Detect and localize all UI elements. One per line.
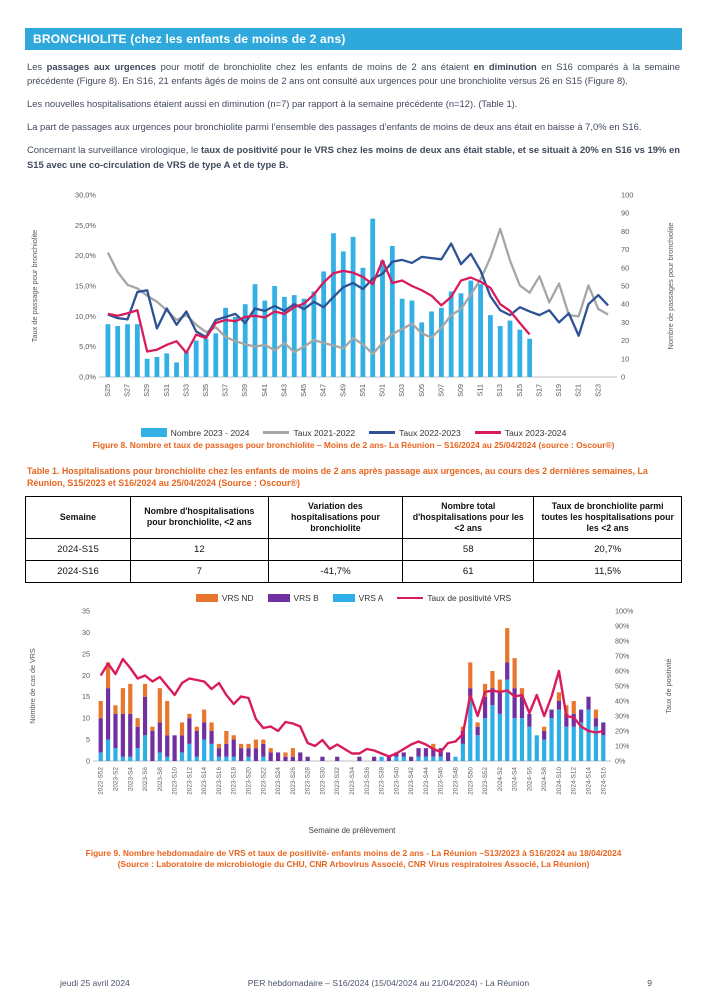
legend-item-taux-2223 [369, 428, 461, 438]
line-swatch-icon [475, 431, 501, 434]
svg-text:S19: S19 [554, 383, 564, 397]
svg-text:S23: S23 [593, 383, 603, 397]
svg-text:Taux de positivité: Taux de positivité [664, 658, 673, 714]
svg-text:2024-S2: 2024-S2 [496, 766, 504, 792]
svg-text:20,0%: 20,0% [75, 250, 96, 260]
svg-text:0: 0 [86, 756, 90, 766]
bar-swatch-icon [268, 594, 290, 602]
svg-text:60%: 60% [615, 666, 630, 676]
figure8-legend [25, 428, 682, 438]
cell-semaine: 2024-S15 [26, 538, 131, 560]
footer-doc-title: PER hebdomadaire – S16/2024 (15/04/2024 au 21/04/2024) - La Réunion [247, 978, 530, 988]
legend-item-taux-positivite [397, 593, 511, 603]
svg-text:S31: S31 [161, 383, 171, 397]
bar-swatch-icon [141, 428, 167, 437]
legend-item-taux-2324 [475, 428, 567, 438]
svg-text:25,0%: 25,0% [75, 220, 96, 230]
svg-text:60: 60 [621, 262, 630, 272]
body-text [25, 60, 682, 172]
legend-item-taux-2122 [263, 428, 355, 438]
legend-label: VRS A [358, 592, 384, 603]
svg-text:10: 10 [621, 353, 630, 363]
line-swatch-icon [397, 597, 423, 600]
cell-variation: -41,7% [268, 560, 402, 582]
svg-text:100: 100 [621, 190, 634, 200]
svg-text:35: 35 [82, 606, 90, 616]
col-header-nb-total: Nombre total d'hospitalisations pour les <2 ans [403, 496, 534, 538]
svg-text:2023-S34: 2023-S34 [349, 766, 356, 795]
svg-text:0,0%: 0,0% [79, 372, 96, 382]
figure9-caption-line1: Figure 9. Nombre hebdomadaire de VRS et taux de positivité- enfants moins de 2 ans - La Réunion –S13/2023 à S16/2024 au 18/04/2024 [85, 847, 622, 858]
cell-nb-total: 61 [403, 560, 534, 582]
svg-text:S17: S17 [534, 383, 544, 397]
figure9-legend [25, 593, 682, 603]
table1-title: Table 1. Hospitalisations pour bronchiolite chez les enfants de moins de 2 ans après passage aux urgences, au cours des 2 dernières semaines, La Réunion, S15/2023 et S16/2024 au 25/04/2024 (Source : Oscour®) [27, 466, 648, 489]
figure9-chart [25, 593, 682, 871]
svg-text:0: 0 [621, 372, 626, 382]
svg-text:40: 40 [621, 299, 630, 309]
legend-label: Taux de positivité VRS [427, 592, 512, 603]
svg-text:S35: S35 [200, 383, 210, 397]
svg-text:Taux de passage pour bronchiol: Taux de passage pour bronchiolite [30, 229, 39, 342]
svg-text:S01: S01 [377, 383, 387, 397]
svg-text:80%: 80% [615, 636, 630, 646]
svg-text:2023-S14: 2023-S14 [201, 766, 209, 795]
svg-text:S11: S11 [475, 383, 485, 396]
figure8-chart [25, 181, 682, 451]
svg-text:30: 30 [82, 627, 90, 637]
legend-label: VRS ND [221, 592, 254, 603]
svg-text:2023-S50: 2023-S50 [467, 766, 475, 795]
cell-variation [268, 538, 402, 560]
svg-text:S43: S43 [279, 383, 289, 397]
svg-text:2023-S44: 2023-S44 [422, 766, 430, 795]
svg-text:2024-S6: 2024-S6 [526, 766, 534, 792]
svg-text:2023-S38: 2023-S38 [378, 766, 386, 795]
svg-text:50%: 50% [615, 681, 630, 691]
svg-text:40%: 40% [615, 696, 630, 706]
svg-text:50: 50 [621, 281, 630, 291]
svg-text:2023-S28: 2023-S28 [304, 766, 312, 795]
section-title: BRONCHIOLITE (chez les enfants de moins de 2 ans) [33, 32, 346, 46]
svg-text:2023-S32: 2023-S32 [334, 766, 342, 795]
table-row [26, 560, 682, 582]
svg-text:2023-S42: 2023-S42 [408, 766, 416, 795]
svg-text:2024-S8: 2024-S8 [541, 766, 549, 792]
svg-text:2023-S30: 2023-S30 [319, 766, 327, 795]
legend-label: Taux 2022-2023 [399, 427, 461, 438]
svg-text:S09: S09 [455, 383, 465, 397]
svg-text:S27: S27 [122, 383, 132, 397]
svg-text:S13: S13 [495, 383, 505, 397]
svg-text:S51: S51 [357, 383, 367, 397]
svg-text:2023-S20: 2023-S20 [245, 766, 253, 795]
svg-text:2023-S2: 2023-S2 [112, 766, 120, 792]
svg-text:2023-S40: 2023-S40 [393, 766, 401, 795]
bar-swatch-icon [196, 594, 218, 602]
svg-text:2024-S12: 2024-S12 [570, 766, 578, 795]
svg-text:S37: S37 [220, 383, 230, 397]
svg-text:S05: S05 [416, 383, 426, 397]
svg-text:S15: S15 [514, 383, 524, 397]
svg-text:10,0%: 10,0% [75, 311, 96, 321]
cell-nb-hosp: 7 [130, 560, 268, 582]
svg-text:70%: 70% [615, 651, 630, 661]
page-footer [0, 974, 707, 988]
svg-text:25: 25 [82, 649, 90, 659]
svg-text:2024-S14: 2024-S14 [585, 766, 593, 795]
svg-text:2023-S52: 2023-S52 [482, 766, 490, 795]
svg-text:2023-S8: 2023-S8 [156, 766, 164, 792]
svg-text:10: 10 [82, 713, 90, 723]
svg-text:2023-S12: 2023-S12 [186, 766, 194, 795]
paragraph-part-passages: La part de passages aux urgences pour bronchiolite parmi l’ensemble des passages d’enfants de moins de deux ans était en baisse à 7,0% en S16. [27, 121, 642, 133]
cell-taux: 11,5% [534, 560, 682, 582]
col-header-nb-hosp: Nombre d'hospitalisations pour bronchiolite, <2 ans [130, 496, 268, 538]
svg-text:2023-S48: 2023-S48 [452, 766, 460, 795]
svg-text:2023-S16: 2023-S16 [215, 766, 223, 795]
svg-text:2023-S24: 2023-S24 [275, 766, 283, 795]
legend-item-vrs-nd [196, 593, 254, 603]
figure9-caption [25, 848, 682, 871]
svg-text:30%: 30% [615, 711, 630, 721]
legend-label: Nombre 2023 - 2024 [170, 427, 250, 438]
svg-text:S07: S07 [436, 383, 446, 397]
col-header-variation: Variation des hospitalisations pour bronchiolite [268, 496, 402, 538]
footer-date: jeudi 25 avril 2024 [60, 978, 130, 988]
cell-semaine: 2024-S16 [26, 560, 131, 582]
svg-text:20: 20 [82, 670, 90, 680]
cell-taux: 20,7% [534, 538, 682, 560]
svg-text:S29: S29 [142, 383, 152, 397]
svg-text:S25: S25 [102, 383, 112, 397]
svg-text:90%: 90% [615, 621, 630, 631]
bar-swatch-icon [333, 594, 355, 602]
figure8-caption: Figure 8. Nombre et taux de passages pour bronchiolite – Moins de 2 ans- La Réunion – S16/2024 au 25/04/2024 (source : Oscour®) [92, 439, 615, 450]
col-header-semaine: Semaine [26, 496, 131, 538]
svg-text:2023-S26: 2023-S26 [289, 766, 297, 795]
svg-text:5: 5 [86, 734, 90, 744]
figure9-caption-line2: (Source : Laboratoire de microbiologie du CHU, CNR Arbovirus Associé, CNR Virus respiratoires Associé, La Réunion) [117, 859, 590, 870]
svg-text:70: 70 [621, 244, 630, 254]
svg-text:80: 80 [621, 226, 630, 236]
svg-text:2022-S52: 2022-S52 [97, 766, 105, 795]
svg-text:2024-S10: 2024-S10 [555, 766, 563, 795]
svg-text:Nombre de cas de VRS: Nombre de cas de VRS [28, 648, 37, 724]
svg-text:20%: 20% [615, 726, 630, 736]
svg-text:2023-S6: 2023-S6 [142, 766, 150, 792]
table1 [25, 496, 682, 583]
table-header-row [26, 496, 682, 538]
svg-text:90: 90 [621, 208, 630, 218]
svg-text:0%: 0% [615, 756, 626, 766]
svg-text:Nombre de passages pour bronch: Nombre de passages pour bronchiolite [666, 222, 675, 350]
svg-text:2023-S4: 2023-S4 [127, 766, 135, 792]
footer-page-number: 9 [647, 978, 652, 988]
svg-text:10%: 10% [615, 741, 630, 751]
figure9-plot [25, 603, 682, 841]
svg-text:S41: S41 [259, 383, 269, 397]
svg-text:S21: S21 [573, 383, 583, 397]
legend-label: Taux 2023-2024 [504, 427, 567, 438]
table-row [26, 538, 682, 560]
section-banner [25, 28, 682, 50]
paragraph-urgences: Les passages aux urgences pour motif de bronchiolite chez les enfants de moins de 2 ans étaient en diminution en S16 comparés à la semaine précédente (Figure 8). En S16, 21 enfants âgés de moins de 2 ans ont consulté aux urgences pour une bronchiolite versus 26 en S15 (Figure 8). [27, 61, 680, 87]
line-swatch-icon [263, 431, 289, 434]
line-swatch-icon [369, 431, 395, 434]
paragraph-virologie: Concernant la surveillance virologique, le taux de positivité pour le VRS chez les moins de deux ans était stable, et se situait à 20% en S16 vs 19% en S15 avec une co-circulation de VRS de type A et de type B. [27, 144, 680, 170]
legend-item-vrs-a [333, 593, 384, 603]
legend-item-nombre [141, 428, 250, 438]
svg-text:2023-S22: 2023-S22 [260, 766, 268, 795]
figure8-plot [25, 181, 682, 423]
svg-text:15,0%: 15,0% [75, 281, 96, 291]
svg-text:30,0%: 30,0% [75, 190, 96, 200]
svg-text:2024-S16: 2024-S16 [600, 766, 608, 795]
svg-text:15: 15 [82, 692, 90, 702]
svg-text:S45: S45 [299, 383, 309, 397]
cell-nb-hosp: 12 [130, 538, 268, 560]
paragraph-hospitalisations: Les nouvelles hospitalisations étaient aussi en diminution (n=7) par rapport à la semaine précédente (n=12). (Table 1). [27, 98, 518, 110]
svg-text:5,0%: 5,0% [79, 341, 96, 351]
svg-text:2023-S36: 2023-S36 [363, 766, 371, 795]
svg-text:Semaine de prélèvement: Semaine de prélèvement [308, 825, 396, 835]
svg-text:100%: 100% [615, 606, 634, 616]
svg-text:S39: S39 [240, 383, 250, 397]
svg-text:2024-S4: 2024-S4 [511, 766, 519, 792]
svg-text:S47: S47 [318, 383, 328, 397]
svg-text:20: 20 [621, 335, 630, 345]
svg-text:2023-S10: 2023-S10 [171, 766, 179, 795]
svg-text:S49: S49 [338, 383, 348, 397]
legend-item-vrs-b [268, 593, 319, 603]
svg-text:30: 30 [621, 317, 630, 327]
svg-text:2023-S18: 2023-S18 [230, 766, 238, 795]
legend-label: VRS B [293, 592, 319, 603]
col-header-taux: Taux de bronchiolite parmi toutes les hospitalisations pour les <2 ans [534, 496, 682, 538]
cell-nb-total: 58 [403, 538, 534, 560]
legend-label: Taux 2021-2022 [293, 427, 356, 438]
svg-text:S03: S03 [397, 383, 407, 397]
svg-text:S33: S33 [181, 383, 191, 397]
svg-text:2023-S46: 2023-S46 [437, 766, 445, 795]
